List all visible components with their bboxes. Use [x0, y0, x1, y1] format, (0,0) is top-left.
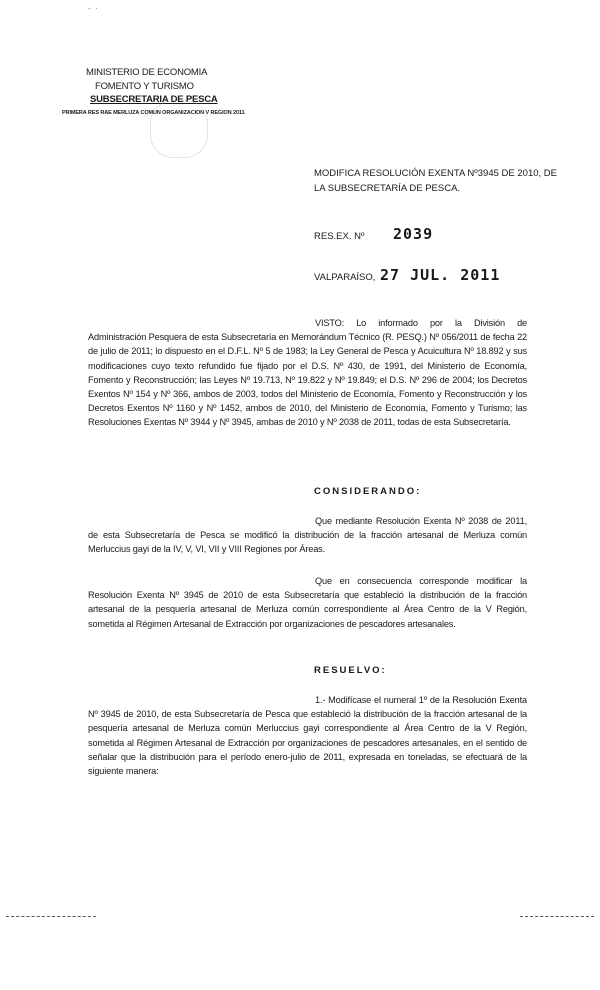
- resolution-date: 27 JUL. 2011: [380, 266, 501, 284]
- resolution-subject: MODIFICA RESOLUCIÓN EXENTA Nº3945 DE 2010, DE LA SUBSECRETARÍA DE PESCA.: [314, 168, 557, 194]
- place-label: VALPARAÍSO,: [314, 272, 376, 283]
- file-reference: PRIMERA RES RAE MERLUZA COMUN ORGANIZACION V REGION 2011: [62, 110, 245, 116]
- scan-edge-left: [6, 916, 96, 917]
- considerando-heading: CONSIDERANDO:: [314, 486, 422, 497]
- considerando-paragraph-2: Que en consecuencia corresponde modificar la Resolución Exenta Nº 3945 de 2010 de esta Subsecretaría que estableció la distribución de la fracción artesanal de la pesquería artesanal de Merluza común correspondiente al Área Centro de la V Región, sometida al Régimen Artesanal de Extracción por organizaciones de pescadores artesanales.: [88, 576, 527, 629]
- official-seal-stamp: [150, 100, 208, 158]
- ministry-line-2: FOMENTO Y TURISMO: [95, 81, 194, 92]
- resuelvo-heading: RESUELVO:: [314, 665, 387, 676]
- res-number-label: RES.EX. Nº: [314, 231, 365, 242]
- scan-edge-right: [520, 916, 594, 917]
- scan-mark: - ·: [88, 4, 98, 13]
- resuelvo-paragraph-1: 1.- Modifícase el numeral 1º de la Resolución Exenta Nº 3945 de 2010, de esta Subsecretaría de Pesca que estableció la distribución de la fracción artesanal de la pesquería artesanal de Merluza común Merluccius gayi correspondiente al Área Centro de la V Región, sometida al Régimen Artesanal de Extracción por organizaciones de pescadores artesanales, en el sentido de señalar que la distribución para el período enero-julio de 2011, expresada en toneladas, se efectuará de la siguiente manera:: [88, 695, 527, 777]
- considerando-paragraph-1: Que mediante Resolución Exenta Nº 2038 de 2011, de esta Subsecretaría de Pesca se modificó la distribución de la fracción artesanal de Merluza común Merluccius gayi de la IV, V, VI, VII y VIII Regiones por Áreas.: [88, 516, 527, 555]
- res-number: 2039: [393, 225, 434, 243]
- subsecretaria-name: SUBSECRETARIA DE PESCA: [90, 94, 218, 105]
- ministry-line-1: MINISTERIO DE ECONOMIA: [86, 67, 208, 78]
- visto-paragraph: VISTO: Lo informado por la División de Administración Pesquera de esta Subsecretaría en Memorándum Técnico (R. PESQ.) Nº 056/2011 de fecha 22 de julio de 2011; lo dispuesto en el D.F.L. Nº 5 de 1983; la Ley General de Pesca y Acuicultura Nº 18.892 y sus modificaciones cuyo texto refundido fue fijado por el D.S. Nº 430, de 1991, del Ministerio de Economía, Fomento y Reconstrucción; las Leyes Nº 19.713, Nº 19.822 y Nº 19.849; el D.S. Nº 296 de 2004; los Decretos Exentos Nº 154 y Nº 366, ambos de 2003, todos del Ministerio de Economía, Fomento y Reconstrucción y los Decretos Exentos Nº 1160 y Nº 1452, ambos de 2010, del Ministerio de Economía, Fomento y Turismo; las Resoluciones Exentas Nº 3944 y Nº 3945, ambas de 2010 y Nº 2038 de 2011, todas de esta Subsecretaría.: [88, 318, 527, 428]
